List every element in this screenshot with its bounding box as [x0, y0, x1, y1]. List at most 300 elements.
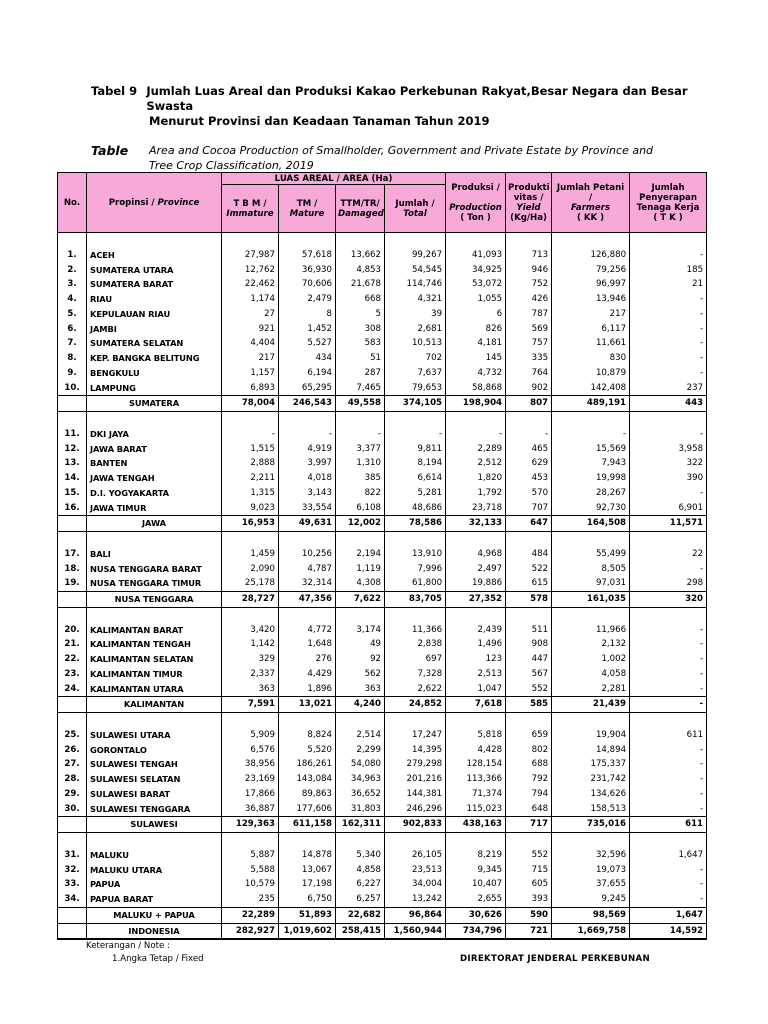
cell-ttm: 5	[336, 307, 385, 322]
cell-prod: 34,925	[446, 263, 506, 278]
cell-farmers: 11,966	[552, 623, 630, 638]
cell-tm: 1,648	[279, 637, 336, 652]
cell-tbm: 217	[222, 351, 279, 366]
cell-tm: 1,019,602	[279, 923, 336, 939]
cell-ttm: 49	[336, 637, 385, 652]
cell-tm: 36,930	[279, 263, 336, 278]
cell-ttm: 7,622	[336, 592, 385, 608]
table-row	[58, 802, 707, 817]
row-province: D.I. YOGYAKARTA	[87, 486, 222, 501]
cell-total: 7,637	[385, 366, 446, 381]
row-province: JAMBI	[87, 322, 222, 337]
cell-tm: 17,198	[279, 877, 336, 892]
cell-ttm: 6,108	[336, 501, 385, 516]
cell-farmers: 28,267	[552, 486, 630, 501]
cell-tm: 186,261	[279, 757, 336, 772]
cell-ttm: 34,963	[336, 772, 385, 787]
subtotal-row	[58, 697, 707, 713]
cell-tm: 143,084	[279, 772, 336, 787]
cell-tm: 611,158	[279, 817, 336, 833]
table-row	[58, 381, 707, 396]
cell-ttm: 162,311	[336, 817, 385, 833]
note-label: Keterangan / Note :	[86, 941, 170, 951]
cell-yield: 688	[506, 757, 552, 772]
cell-tbm: 22,462	[222, 277, 279, 292]
header-workers: Jumlah Penyerapan Tenaga Kerja ( T K )	[630, 173, 707, 233]
row-province: KALIMANTAN UTARA	[87, 682, 222, 697]
cell-farmers: 79,256	[552, 263, 630, 278]
cell-farmers: 55,499	[552, 547, 630, 562]
cell-tm: 434	[279, 351, 336, 366]
cell-tm: 2,479	[279, 292, 336, 307]
cell-workers: -	[630, 787, 707, 802]
cell-prod: 128,154	[446, 757, 506, 772]
cell-prod: 2,512	[446, 456, 506, 471]
table-row	[58, 562, 707, 577]
cell-prod: 4,181	[446, 336, 506, 351]
cell-total: 702	[385, 351, 446, 366]
cell-total: 201,216	[385, 772, 446, 787]
cell-prod: 19,886	[446, 576, 506, 591]
header-no: No.	[58, 173, 87, 233]
cell-prod: 4,968	[446, 547, 506, 562]
header-total: Jumlah / Total	[385, 185, 446, 233]
row-no: 6.	[58, 322, 87, 337]
cell-total: 246,296	[385, 802, 446, 817]
cell-yield: 335	[506, 351, 552, 366]
row-no: 9.	[58, 366, 87, 381]
cell-tbm: 2,337	[222, 667, 279, 682]
cell-total: 26,105	[385, 848, 446, 863]
cell-ttm: 4,308	[336, 576, 385, 591]
table-row	[58, 471, 707, 486]
cell-farmers: 6,117	[552, 322, 630, 337]
table-row	[58, 667, 707, 682]
cell-workers: -	[630, 772, 707, 787]
cell-tbm: 1,142	[222, 637, 279, 652]
cell-farmers: 830	[552, 351, 630, 366]
cell-yield: 590	[506, 907, 552, 923]
cell-total: 79,653	[385, 381, 446, 396]
row-province: RIAU	[87, 292, 222, 307]
cell-workers: 22	[630, 547, 707, 562]
row-province: JAWA TIMUR	[87, 501, 222, 516]
cell-prod: 1,055	[446, 292, 506, 307]
row-province: NUSA TENGGARA TIMUR	[87, 576, 222, 591]
cell-farmers: 15,569	[552, 442, 630, 457]
cell-ttm: 287	[336, 366, 385, 381]
cell-yield: 902	[506, 381, 552, 396]
cell-ttm: 385	[336, 471, 385, 486]
cell-prod: 4,428	[446, 743, 506, 758]
row-province: PAPUA	[87, 877, 222, 892]
subtotal-row	[58, 396, 707, 412]
subtotal-row	[58, 516, 707, 532]
cell-prod: -	[446, 427, 506, 442]
cell-workers: 443	[630, 396, 707, 412]
table-row	[58, 263, 707, 278]
cell-total: 2,681	[385, 322, 446, 337]
cell-total: 99,267	[385, 248, 446, 263]
cell-workers: -	[630, 667, 707, 682]
row-province: KALIMANTAN TIMUR	[87, 667, 222, 682]
cell-tbm: 2,090	[222, 562, 279, 577]
cell-total: 23,513	[385, 863, 446, 878]
cell-tbm: 27,987	[222, 248, 279, 263]
row-province: KEP. BANGKA BELITUNG	[87, 351, 222, 366]
cell-workers: -	[630, 802, 707, 817]
table-row	[58, 863, 707, 878]
cell-tbm: 10,579	[222, 877, 279, 892]
cell-total: 39	[385, 307, 446, 322]
cell-workers: -	[630, 366, 707, 381]
cell-farmers: 735,016	[552, 817, 630, 833]
cell-farmers: 217	[552, 307, 630, 322]
cell-tbm: 16,953	[222, 516, 279, 532]
cell-tm: 14,878	[279, 848, 336, 863]
cell-tbm: 1,315	[222, 486, 279, 501]
row-province: PAPUA BARAT	[87, 892, 222, 907]
table-row	[58, 652, 707, 667]
row-province: SUMATERA BARAT	[87, 277, 222, 292]
cell-prod: 2,655	[446, 892, 506, 907]
row-province: KALIMANTAN	[87, 697, 222, 713]
cell-tbm: 9,023	[222, 501, 279, 516]
cell-tbm: 2,888	[222, 456, 279, 471]
title-text-id-2: Menurut Provinsi dan Keadaan Tanaman Tahun 2019	[149, 114, 490, 128]
cell-yield: 522	[506, 562, 552, 577]
cell-prod: 1,047	[446, 682, 506, 697]
cell-total: 83,705	[385, 592, 446, 608]
cell-yield: -	[506, 427, 552, 442]
cell-farmers: 1,002	[552, 652, 630, 667]
row-province: MALUKU + PAPUA	[87, 907, 222, 923]
cell-farmers: 4,058	[552, 667, 630, 682]
cell-total: 1,560,944	[385, 923, 446, 939]
table-row	[58, 248, 707, 263]
row-no: 13.	[58, 456, 87, 471]
cell-prod: 5,818	[446, 728, 506, 743]
cell-tm: 5,527	[279, 336, 336, 351]
cell-yield: 570	[506, 486, 552, 501]
cell-total: 17,247	[385, 728, 446, 743]
row-province: SUMATERA SELATAN	[87, 336, 222, 351]
row-no	[58, 697, 87, 713]
cell-farmers: 142,408	[552, 381, 630, 396]
cell-workers: 298	[630, 576, 707, 591]
cell-total: 14,395	[385, 743, 446, 758]
title-label-id: Tabel 9	[91, 84, 138, 98]
table-row	[58, 623, 707, 638]
cell-total: 6,614	[385, 471, 446, 486]
cell-tm: 1,452	[279, 322, 336, 337]
header-tm: TM / Mature	[279, 185, 336, 233]
cell-tbm: 12,762	[222, 263, 279, 278]
table-row	[58, 442, 707, 457]
header-ttm: TTM/TR/ Damaged	[336, 185, 385, 233]
total-row	[58, 923, 707, 939]
cell-tbm: 329	[222, 652, 279, 667]
table-title	[91, 84, 711, 173]
row-no: 5.	[58, 307, 87, 322]
cell-ttm: 4,858	[336, 863, 385, 878]
cell-tbm: 1,459	[222, 547, 279, 562]
cell-prod: 1,792	[446, 486, 506, 501]
row-province: NUSA TENGGARA BARAT	[87, 562, 222, 577]
row-province: ACEH	[87, 248, 222, 263]
cell-tm: 65,295	[279, 381, 336, 396]
row-no	[58, 923, 87, 939]
cell-yield: 569	[506, 322, 552, 337]
cell-yield: 764	[506, 366, 552, 381]
row-no: 4.	[58, 292, 87, 307]
cell-tm: 33,554	[279, 501, 336, 516]
cell-ttm: 1,310	[336, 456, 385, 471]
cell-tbm: 25,178	[222, 576, 279, 591]
cell-tm: 8	[279, 307, 336, 322]
cell-prod: 826	[446, 322, 506, 337]
source-label: DIREKTORAT JENDERAL PERKEBUNAN	[460, 954, 650, 964]
row-province: JAWA	[87, 516, 222, 532]
cell-tbm: 1,174	[222, 292, 279, 307]
cell-farmers: 7,943	[552, 456, 630, 471]
row-no: 19.	[58, 576, 87, 591]
cell-yield: 752	[506, 277, 552, 292]
cell-workers: -	[630, 486, 707, 501]
cell-prod: 2,289	[446, 442, 506, 457]
cell-prod: 10,407	[446, 877, 506, 892]
cell-prod: 123	[446, 652, 506, 667]
table-row	[58, 277, 707, 292]
cell-workers: 185	[630, 263, 707, 278]
cell-workers: 11,571	[630, 516, 707, 532]
row-no: 16.	[58, 501, 87, 516]
cell-yield: 715	[506, 863, 552, 878]
cell-farmers: 134,626	[552, 787, 630, 802]
row-province: BENGKULU	[87, 366, 222, 381]
cell-workers: -	[630, 652, 707, 667]
cell-yield: 757	[506, 336, 552, 351]
row-no: 15.	[58, 486, 87, 501]
cell-prod: 1,820	[446, 471, 506, 486]
cell-workers: -	[630, 892, 707, 907]
cell-ttm: 22,682	[336, 907, 385, 923]
title-text-en-2: Tree Crop Classification, 2019	[149, 159, 314, 172]
row-no: 10.	[58, 381, 87, 396]
cell-ttm: 562	[336, 667, 385, 682]
row-no	[58, 396, 87, 412]
table-row	[58, 351, 707, 366]
cell-tm: 57,618	[279, 248, 336, 263]
row-no: 3.	[58, 277, 87, 292]
row-province: SULAWESI UTARA	[87, 728, 222, 743]
cell-farmers: 98,569	[552, 907, 630, 923]
cell-farmers: 92,730	[552, 501, 630, 516]
cell-total: 279,298	[385, 757, 446, 772]
cell-tm: 13,067	[279, 863, 336, 878]
cell-ttm: 668	[336, 292, 385, 307]
cell-workers: -	[630, 637, 707, 652]
cell-tm: 32,314	[279, 576, 336, 591]
row-province: LAMPUNG	[87, 381, 222, 396]
table-row	[58, 307, 707, 322]
row-province: JAWA TENGAH	[87, 471, 222, 486]
cell-workers: -	[630, 697, 707, 713]
table-row	[58, 728, 707, 743]
cell-ttm: -	[336, 427, 385, 442]
cell-yield: 707	[506, 501, 552, 516]
cell-workers: 21	[630, 277, 707, 292]
cell-yield: 578	[506, 592, 552, 608]
footer-note	[86, 940, 204, 966]
cell-total: 78,586	[385, 516, 446, 532]
row-no: 24.	[58, 682, 87, 697]
row-no	[58, 817, 87, 833]
cell-farmers: 9,245	[552, 892, 630, 907]
row-no	[58, 592, 87, 608]
cell-ttm: 583	[336, 336, 385, 351]
cell-prod: 27,352	[446, 592, 506, 608]
cell-tbm: 7,591	[222, 697, 279, 713]
row-no: 18.	[58, 562, 87, 577]
cell-tm: 1,896	[279, 682, 336, 697]
cell-farmers: 1,669,758	[552, 923, 630, 939]
row-no	[58, 516, 87, 532]
header-province: Propinsi / Province	[87, 173, 222, 233]
cell-prod: 53,072	[446, 277, 506, 292]
cell-total: 114,746	[385, 277, 446, 292]
cell-prod: 58,868	[446, 381, 506, 396]
cell-prod: 198,904	[446, 396, 506, 412]
cell-tbm: 78,004	[222, 396, 279, 412]
row-no: 23.	[58, 667, 87, 682]
cell-total: 5,281	[385, 486, 446, 501]
cell-ttm: 2,299	[336, 743, 385, 758]
cell-yield: 615	[506, 576, 552, 591]
table-row	[58, 637, 707, 652]
table-body	[58, 233, 707, 940]
cell-prod: 9,345	[446, 863, 506, 878]
cell-yield: 713	[506, 248, 552, 263]
cell-tbm: 129,363	[222, 817, 279, 833]
cell-tbm: 5,588	[222, 863, 279, 878]
cell-ttm: 7,465	[336, 381, 385, 396]
cell-prod: 23,718	[446, 501, 506, 516]
row-province: MALUKU	[87, 848, 222, 863]
cell-prod: 4,732	[446, 366, 506, 381]
row-no: 28.	[58, 772, 87, 787]
cell-workers: -	[630, 427, 707, 442]
cell-prod: 1,496	[446, 637, 506, 652]
cell-workers: 237	[630, 381, 707, 396]
row-no: 8.	[58, 351, 87, 366]
cell-total: 7,996	[385, 562, 446, 577]
row-province: KALIMANTAN SELATAN	[87, 652, 222, 667]
cell-workers: 3,958	[630, 442, 707, 457]
cell-tbm: 1,157	[222, 366, 279, 381]
row-province: NUSA TENGGARA	[87, 592, 222, 608]
cell-ttm: 2,194	[336, 547, 385, 562]
row-no: 2.	[58, 263, 87, 278]
cell-workers: -	[630, 336, 707, 351]
table-row	[58, 576, 707, 591]
row-province: SULAWESI TENGAH	[87, 757, 222, 772]
cell-farmers: 19,073	[552, 863, 630, 878]
cell-farmers: 231,742	[552, 772, 630, 787]
cell-workers: -	[630, 743, 707, 758]
cell-farmers: 10,879	[552, 366, 630, 381]
cell-workers: -	[630, 322, 707, 337]
row-no: 26.	[58, 743, 87, 758]
cell-prod: 2,497	[446, 562, 506, 577]
cell-yield: 647	[506, 516, 552, 532]
row-no: 7.	[58, 336, 87, 351]
cell-yield: 393	[506, 892, 552, 907]
cell-total: 4,321	[385, 292, 446, 307]
cell-tm: 177,606	[279, 802, 336, 817]
cell-tm: 5,520	[279, 743, 336, 758]
row-no: 1.	[58, 248, 87, 263]
cocoa-data-table	[57, 172, 707, 940]
cell-yield: 659	[506, 728, 552, 743]
cell-workers: 322	[630, 456, 707, 471]
cell-yield: 484	[506, 547, 552, 562]
cell-workers: 14,592	[630, 923, 707, 939]
table-row	[58, 743, 707, 758]
cell-prod: 41,093	[446, 248, 506, 263]
cell-ttm: 5,340	[336, 848, 385, 863]
cell-yield: 802	[506, 743, 552, 758]
cell-tbm: 4,404	[222, 336, 279, 351]
table-row	[58, 292, 707, 307]
cell-workers: -	[630, 877, 707, 892]
cell-tm: 8,824	[279, 728, 336, 743]
cell-yield: 792	[506, 772, 552, 787]
cell-yield: 511	[506, 623, 552, 638]
header-tbm: T B M / Immature	[222, 185, 279, 233]
row-no: 32.	[58, 863, 87, 878]
cell-ttm: 4,853	[336, 263, 385, 278]
note-item: 1.Angka Tetap / Fixed	[112, 954, 204, 964]
cell-yield: 908	[506, 637, 552, 652]
cell-workers: 611	[630, 728, 707, 743]
cell-farmers: 175,337	[552, 757, 630, 772]
cell-ttm: 822	[336, 486, 385, 501]
cell-tbm: 5,887	[222, 848, 279, 863]
title-text-en-1: Area and Cocoa Production of Smallholder, Government and Private Estate by Province and	[149, 144, 654, 157]
subtotal-row	[58, 907, 707, 923]
cell-workers: 6,901	[630, 501, 707, 516]
cell-tm: 4,018	[279, 471, 336, 486]
cell-yield: 807	[506, 396, 552, 412]
cell-prod: 438,163	[446, 817, 506, 833]
cell-tm: 3,997	[279, 456, 336, 471]
table-row	[58, 501, 707, 516]
cell-workers: 320	[630, 592, 707, 608]
cell-prod: 8,219	[446, 848, 506, 863]
cell-workers: -	[630, 307, 707, 322]
row-province: INDONESIA	[87, 923, 222, 939]
row-province: BALI	[87, 547, 222, 562]
row-no: 21.	[58, 637, 87, 652]
cell-prod: 2,439	[446, 623, 506, 638]
cell-workers: 1,647	[630, 907, 707, 923]
cell-total: 24,852	[385, 697, 446, 713]
cell-tm: 13,021	[279, 697, 336, 713]
row-no: 20.	[58, 623, 87, 638]
header-production: Produksi / Production ( Ton )	[446, 173, 506, 233]
cell-yield: 946	[506, 263, 552, 278]
